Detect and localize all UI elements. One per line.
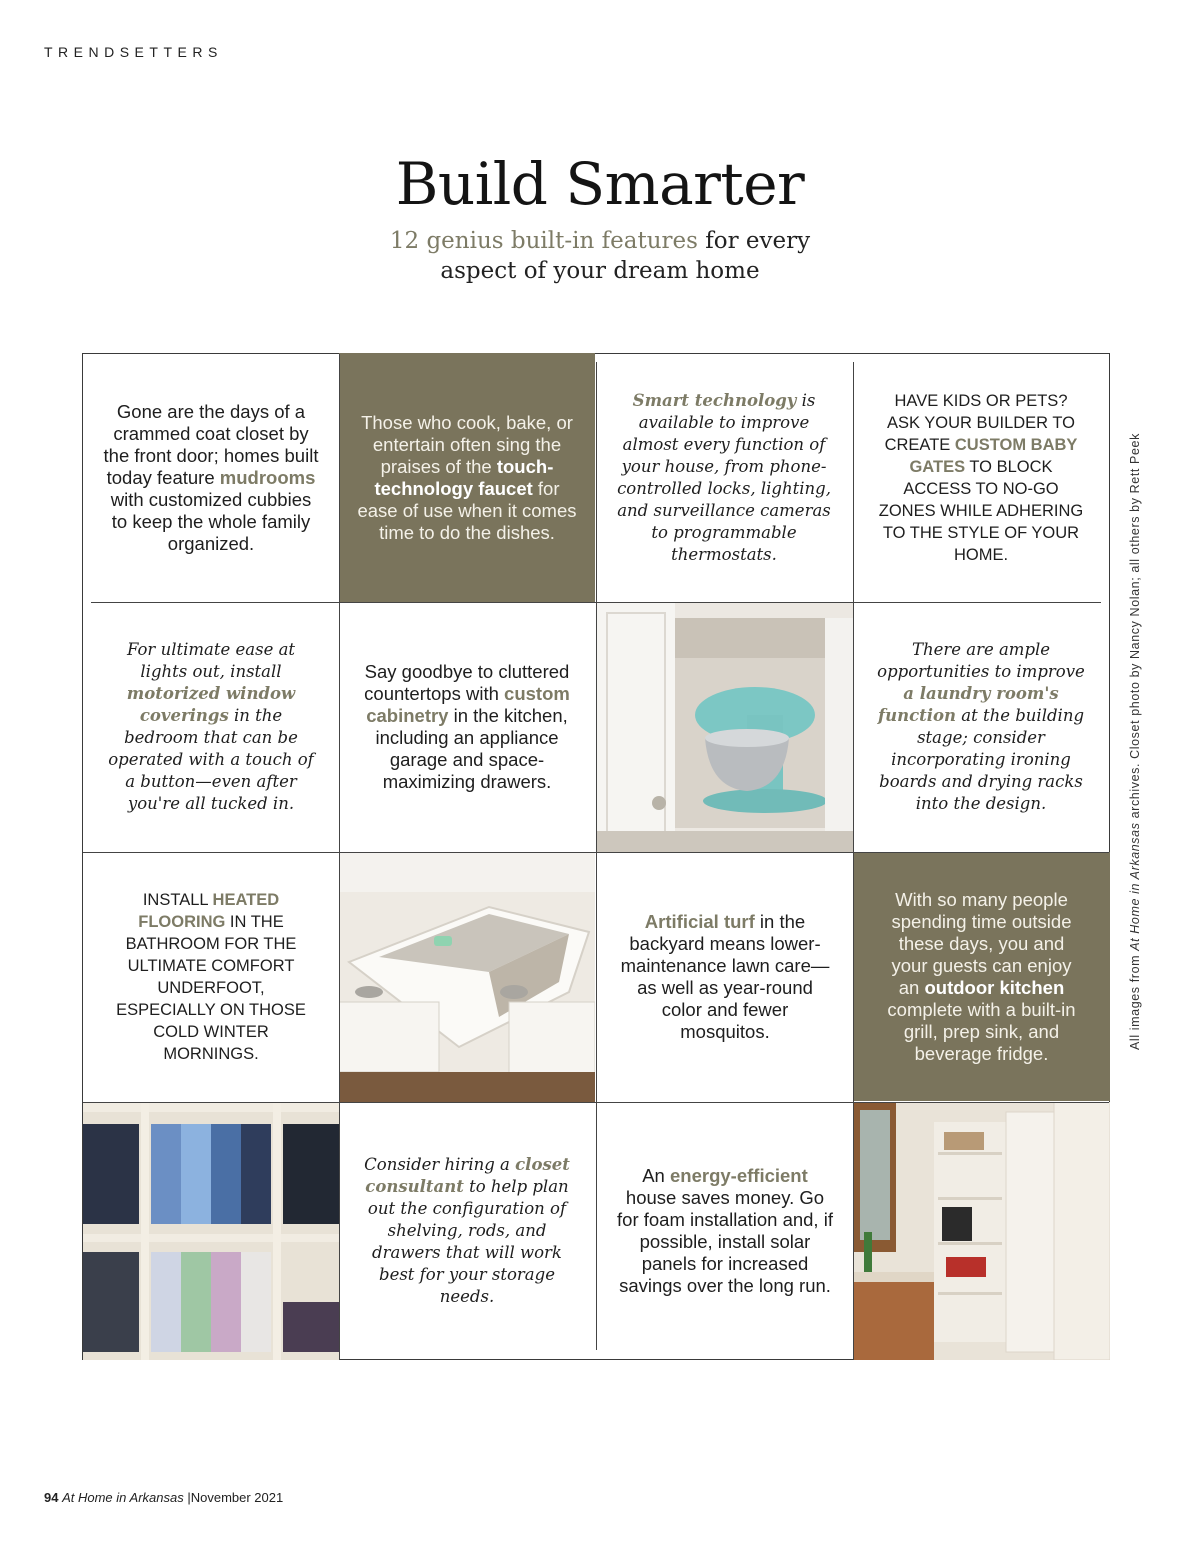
magazine-name: At Home in Arkansas (62, 1490, 184, 1505)
feature-window-coverings: For ultimate ease at lights out, install motorized window coverings in the bedroom that can be operated with a touch of a button—even after you're all tucked in. (108, 640, 314, 813)
highlight-artificial-turf: Artificial turf (644, 911, 755, 932)
subtitle-line2: aspect of your dream home (440, 258, 760, 284)
feature-closet-consultant: Consider hiring a closet consultant to help plan out the configuration of shelving, rods, and drawers that will work best for your storage needs. (364, 1155, 570, 1306)
feature-heated-flooring: INSTALL HEATED FLOORING IN THE BATHROOM FOR THE ULTIMATE COMFORT UNDERFOOT, ESPECIALLY ON THOSE COLD WINTER MORNINGS. (116, 891, 306, 1063)
highlight-heated-flooring: HEATED FLOORING (138, 891, 280, 931)
highlight-mudrooms: mudrooms (219, 467, 316, 488)
feature-outdoor-kitchen: With so many people spending time outside these days, you and your guests can enjoy an outdoor kitchen complete with a built-in grill, prep sink, and beverage fridge. (853, 852, 1110, 1101)
highlight-closet-consultant: closet consultant (365, 1155, 570, 1196)
closet-photo (83, 1102, 339, 1360)
highlight-faucet: touch-technology faucet (374, 455, 554, 499)
highlight-laundry: a laundry room's function (877, 684, 1059, 725)
article-subtitle (0, 226, 1200, 286)
corner-drawer-photo (339, 852, 595, 1102)
feature-faucet: Those who cook, bake, or entertain often sing the praises of the touch-technology faucet for ease of use when it comes time to do the dishes. (339, 353, 595, 602)
issue-date: |November 2021 (187, 1490, 284, 1505)
feature-cabinetry: Say goodbye to cluttered countertops with custom cabinetry in the kitchen, including an appliance garage and space-maximizing drawers. (364, 661, 570, 792)
credit-publication: At Home in Arkansas (1128, 822, 1142, 951)
feature-baby-gates: HAVE KIDS OR PETS? ASK YOUR BUILDER TO CREATE CUSTOM BABY GATES TO BLOCK ACCESS TO NO-GO ZONES WHILE ADHERING TO THE STYLE OF YOUR HOME. (878, 392, 1084, 564)
feature-grid (82, 353, 1110, 1360)
photo-credit: All images from At Home in Arkansas archives. Closet photo by Nancy Nolan; all others by Rett Peek (1128, 433, 1142, 1050)
feature-laundry: There are ample opportunities to improve a laundry room's function at the building stage; consider incorporating ironing boards and drying racks into the design. (877, 640, 1085, 813)
feature-smart-tech: Smart technology is available to improve almost every function of your house, from phone-controlled locks, lighting, and surveillance cameras to programmable thermostats. (617, 391, 831, 564)
grid-divider (83, 852, 1109, 853)
article-title: Build Smarter (395, 150, 805, 218)
highlight-energy-efficient: energy-efficient (670, 1165, 808, 1186)
section-label: TRENDSETTERS (44, 44, 223, 60)
feature-energy-efficient: An energy-efficient house saves money. Go for foam installation and, if possible, install solar panels for increased savings over the long run. (617, 1165, 833, 1296)
page-number: 94 (44, 1490, 59, 1505)
grid-divider (596, 362, 597, 1350)
highlight-baby-gates: CUSTOM BABY GATES (909, 436, 1078, 476)
pantry-photo (854, 1102, 1110, 1360)
grid-divider (853, 362, 854, 1360)
subtitle-rest: for every (705, 228, 811, 254)
feature-mudroom: Gone are the days of a crammed coat closet by the front door; homes built today feature mudrooms with customized cubbies to keep the whole family organized. (103, 401, 319, 554)
page-footer (44, 1490, 283, 1505)
highlight-smart-tech: Smart technology (632, 391, 797, 410)
highlight-window-coverings: motorized window coverings (126, 684, 296, 725)
highlight-cabinetry: custom cabinetry (366, 683, 570, 726)
feature-artificial-turf: Artificial turf in the backyard means lower-maintenance lawn care—as well as year-round color and fewer mosquitos. (620, 911, 830, 1042)
grid-divider (91, 602, 1101, 603)
mixer-appliance-garage-photo (597, 603, 853, 852)
subtitle-accent: 12 genius built-in features (389, 228, 698, 254)
grid-divider (83, 1102, 1109, 1103)
highlight-outdoor-kitchen: outdoor kitchen (924, 976, 1065, 998)
grid-divider (339, 354, 340, 1360)
